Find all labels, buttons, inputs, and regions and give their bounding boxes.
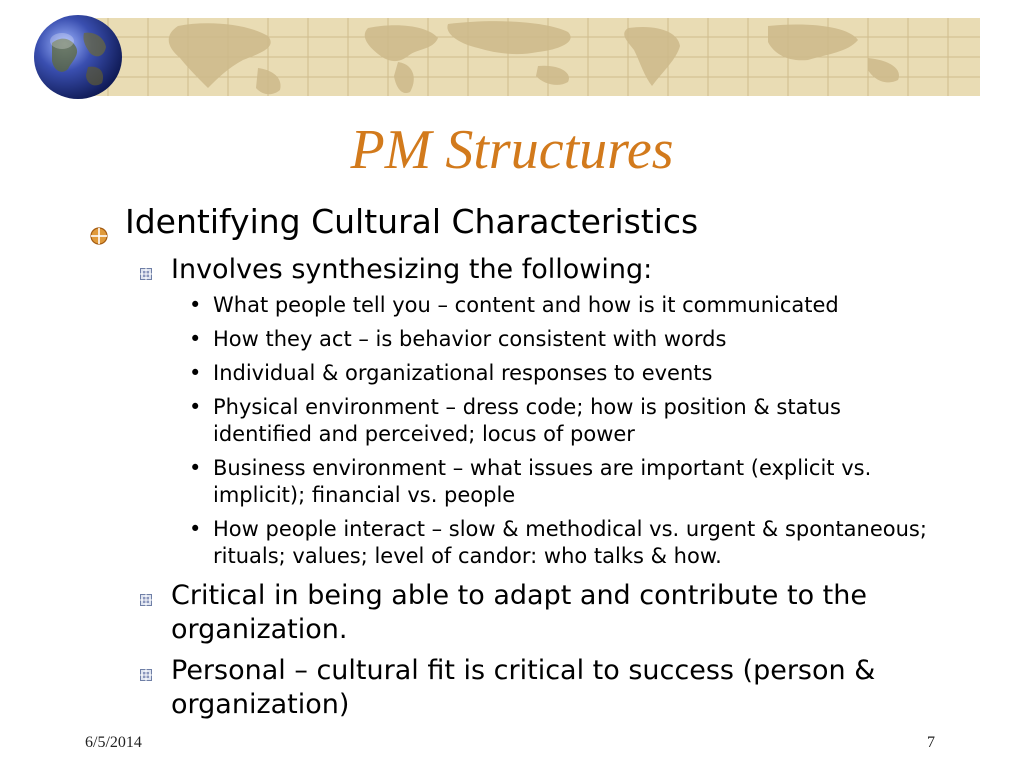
square-bullet-icon xyxy=(140,591,152,603)
section-a-heading: Involves synthesizing the following: xyxy=(171,254,653,285)
globe-icon xyxy=(32,13,124,101)
bullet-dot-icon: • xyxy=(189,395,202,419)
bullet-dot-icon: • xyxy=(189,293,202,317)
ornament-bullet-icon xyxy=(89,215,109,255)
bullet-dot-icon: • xyxy=(189,517,202,541)
section-b-text: Critical in being able to adapt and contribute to the organization. xyxy=(171,580,867,645)
bullet-dot-icon: • xyxy=(189,327,202,351)
level1-text: Identifying Cultural Characteristics xyxy=(125,202,699,241)
page-number: 7 xyxy=(927,734,935,751)
section-c-text: Personal – cultural fit is critical to success (person & organization) xyxy=(171,655,876,720)
square-bullet-icon xyxy=(140,666,152,678)
square-bullet-icon xyxy=(140,265,152,277)
bullet-dot-icon: • xyxy=(189,361,202,385)
footer-date: 6/5/2014 xyxy=(85,734,142,751)
page-title: PM Structures xyxy=(350,119,674,181)
world-map-banner xyxy=(68,18,980,96)
bullet-dot-icon: • xyxy=(189,456,202,480)
